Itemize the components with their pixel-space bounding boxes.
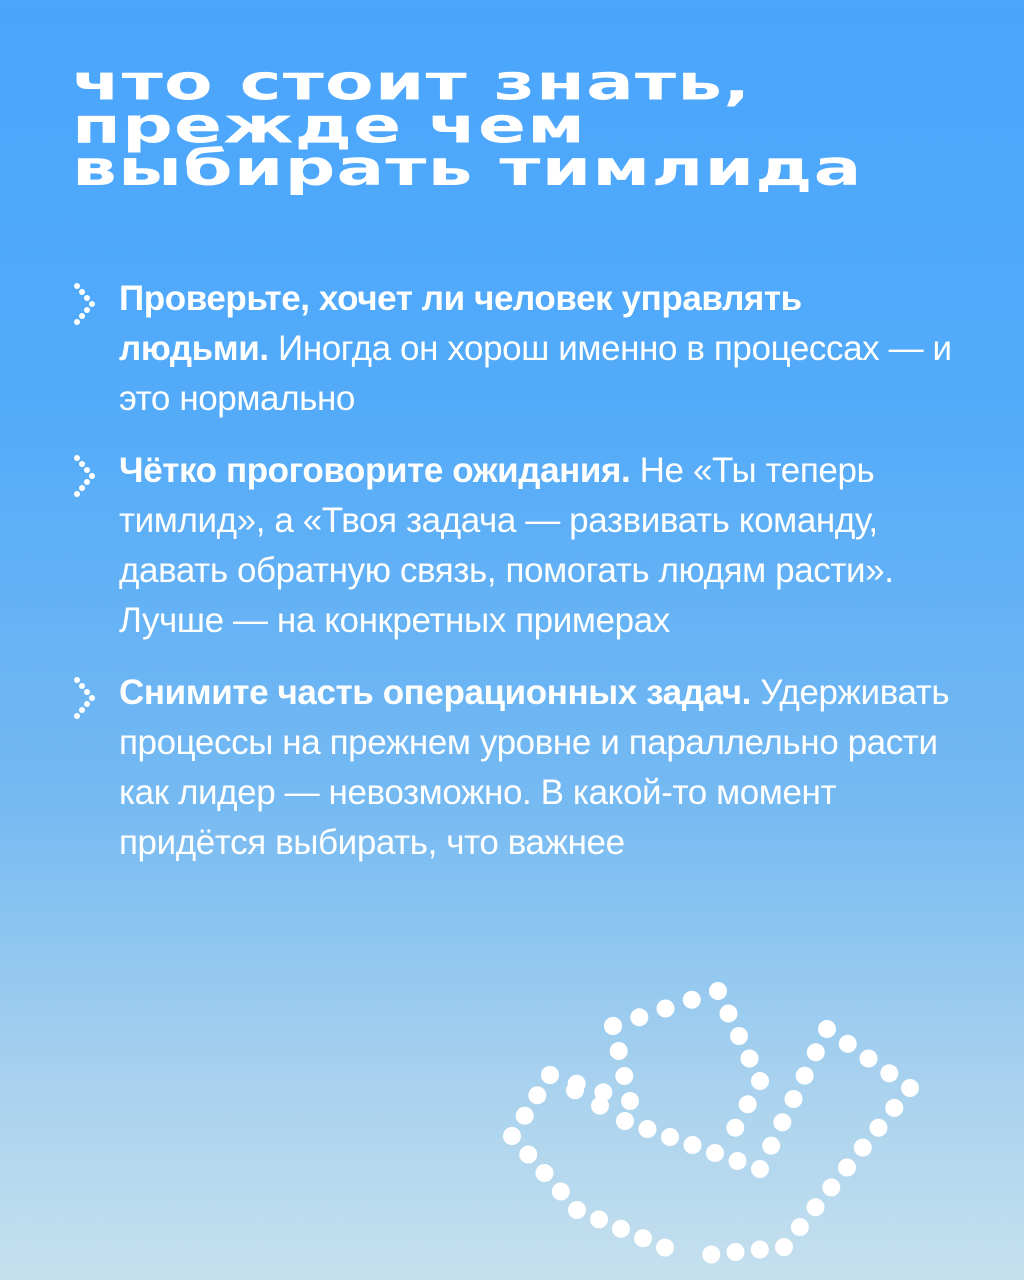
list-item-bold: Проверьте, хочет ли человек управлять людьми.: [119, 279, 802, 368]
dotted-chevron-icon: [72, 282, 100, 326]
title-line-1: что стоит знать,: [72, 54, 752, 113]
list-item-body: Не «Ты теперь тимлид», а «Твоя задача — развивать команду, давать обратную связь, помогать людям расти». Лучше — на конкретных примерах: [119, 451, 894, 640]
list-item: [72, 668, 952, 868]
dotted-heart-icon: [490, 975, 930, 1280]
title-line-3: выбирать тимлида: [72, 139, 863, 198]
dotted-chevron-icon: [72, 676, 100, 720]
list-item-text: [119, 446, 952, 646]
tips-list: [72, 274, 952, 890]
list-item-bold: Чётко проговорите ожидания.: [119, 451, 631, 490]
list-item: [72, 274, 952, 424]
list-item-text: [119, 274, 952, 424]
list-item: [72, 446, 952, 646]
list-item-body: Удерживать процессы на прежнем уровне и параллельно расти как лидер — невозможно. В какой-то момент придётся выбирать, что важнее: [119, 673, 950, 862]
title-line-2: прежде чем: [72, 97, 587, 155]
dotted-chevron-icon: [72, 454, 100, 498]
page-title: [72, 54, 1024, 198]
list-item-body: Иногда он хорош именно в процессах — и это нормально: [119, 329, 952, 418]
list-item-bold: Снимите часть операционных задач.: [119, 673, 751, 712]
list-item-text: [119, 668, 952, 868]
